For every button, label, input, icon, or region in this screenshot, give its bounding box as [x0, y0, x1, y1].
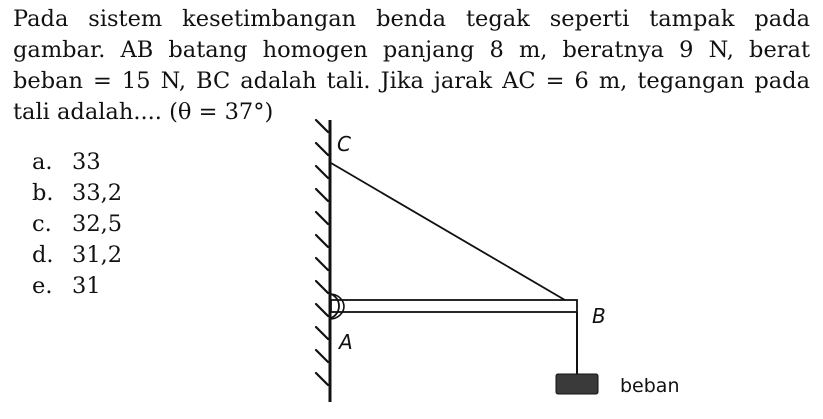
- option-letter: a.: [32, 149, 53, 175]
- question-line-4: tali adalah.... (θ = 37°): [13, 99, 274, 125]
- option-value: 31: [72, 273, 101, 299]
- wall-hatch-icon: [316, 120, 328, 385]
- option-letter: b.: [32, 180, 54, 206]
- option-letter: c.: [32, 211, 52, 237]
- option-letter: e.: [32, 273, 53, 299]
- label-a: A: [339, 330, 353, 354]
- label-load: beban: [620, 375, 680, 397]
- label-c: C: [337, 132, 351, 156]
- question-line-1: Pada sistem kesetimbangan benda tegak seperti tampak pada: [13, 6, 810, 32]
- option-value: 31,2: [72, 242, 123, 268]
- option-value: 32,5: [72, 211, 123, 237]
- option-value: 33,2: [72, 180, 123, 206]
- rope-bc: [331, 163, 570, 303]
- question-line-2: gambar. AB batang homogen panjang 8 m, beratnya 9 N, berat: [13, 37, 810, 63]
- beam-ab: [331, 300, 577, 312]
- option-value: 33: [72, 149, 101, 175]
- load-block: [556, 374, 598, 394]
- option-letter: d.: [32, 242, 54, 268]
- question-line-3: beban = 15 N, BC adalah tali. Jika jarak AC = 6 m, tegangan pada: [13, 68, 810, 94]
- label-b: B: [592, 304, 606, 328]
